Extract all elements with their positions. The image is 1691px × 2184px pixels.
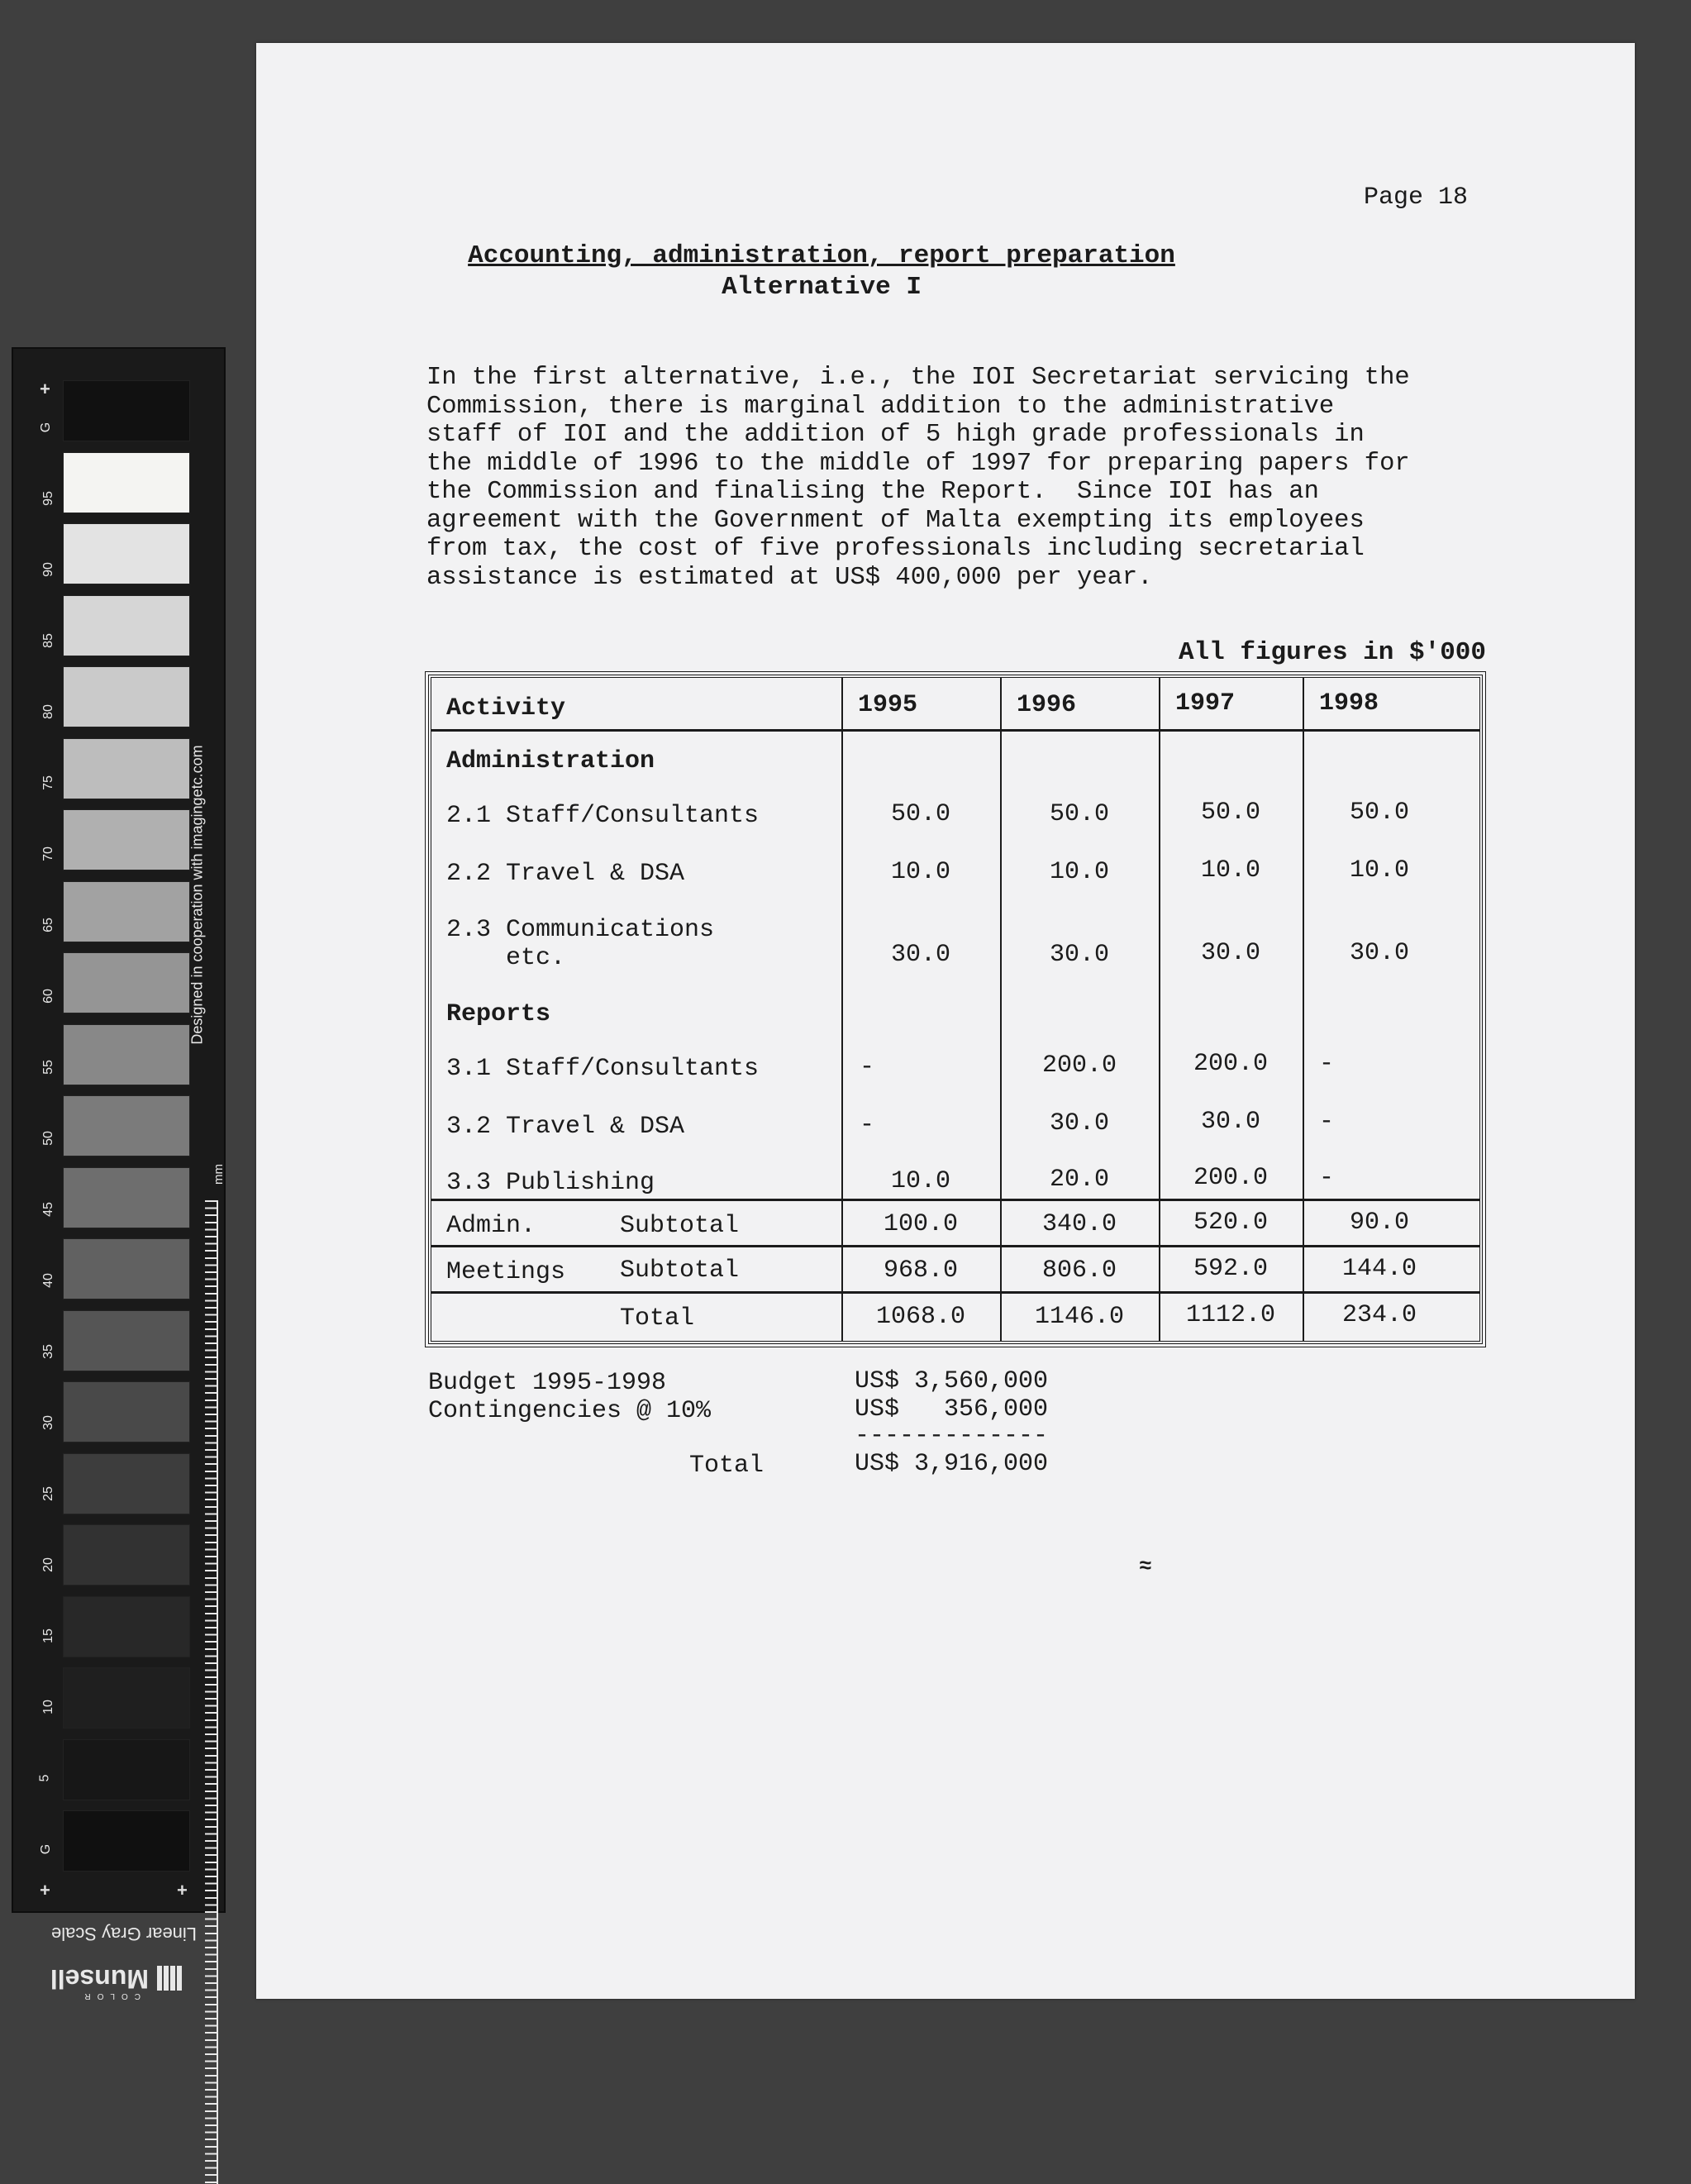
mm-ruler-line xyxy=(217,1200,218,2184)
scale-number: 75 xyxy=(40,775,55,790)
table-cell: 234.0 xyxy=(1341,1301,1417,1329)
scale-number: G xyxy=(39,1843,54,1855)
table-row-label: 2.2 Travel & DSA xyxy=(446,860,685,888)
scale-number: 60 xyxy=(40,989,55,1004)
table-cell: 1068.0 xyxy=(875,1303,966,1331)
table-cell: 10.0 xyxy=(890,1167,950,1195)
table-row-label: 2.1 Staff/Consultants xyxy=(446,802,760,830)
table-cell: 30.0 xyxy=(1049,1109,1109,1137)
scale-number: 45 xyxy=(40,1202,55,1217)
scale-number: 80 xyxy=(40,704,55,719)
gray-swatch xyxy=(63,595,190,656)
gray-swatch xyxy=(63,952,190,1013)
budget-total-label: Total xyxy=(689,1452,765,1480)
row-divider xyxy=(431,1199,1479,1201)
admin-subtotal-label: Admin. xyxy=(446,1212,536,1240)
table-cell: 592.0 xyxy=(1193,1255,1268,1283)
header-year: 1996 xyxy=(1017,691,1077,719)
munsell-color: COLOR xyxy=(78,1991,141,2000)
gray-swatch xyxy=(63,881,190,942)
scale-number: 90 xyxy=(40,562,55,577)
table-cell: 50.0 xyxy=(890,800,950,828)
admin-subtotal-sub: Subtotal xyxy=(620,1212,740,1240)
table-row-label: 3.2 Travel & DSA xyxy=(446,1113,685,1141)
scale-number: 50 xyxy=(40,1131,55,1146)
munsell-brand: Munsell xyxy=(50,1964,149,1994)
table-cell: 100.0 xyxy=(883,1210,958,1238)
plus-mark: + xyxy=(40,1880,50,1900)
handwritten-mark: ≈ xyxy=(1139,1554,1152,1579)
row-divider xyxy=(431,1245,1479,1247)
table-cell: 30.0 xyxy=(890,941,950,969)
row-divider xyxy=(431,729,1479,732)
column-divider xyxy=(1000,678,1002,1341)
gray-swatch xyxy=(63,738,190,799)
gray-swatch xyxy=(63,1095,190,1156)
budget-table xyxy=(428,675,1483,1344)
scale-number: 70 xyxy=(40,846,55,861)
figures-note: All figures in $'000 xyxy=(1178,638,1486,667)
gray-swatch xyxy=(63,380,190,441)
gray-swatch xyxy=(63,1024,190,1085)
scale-number: 5 xyxy=(37,1774,52,1782)
header-year: 1998 xyxy=(1319,689,1379,718)
scale-number: 35 xyxy=(40,1344,55,1359)
scale-number: 65 xyxy=(40,918,55,932)
budget-total-value: US$ 3,916,000 xyxy=(855,1450,1049,1478)
table-cell: 520.0 xyxy=(1193,1209,1268,1237)
scale-number: 40 xyxy=(40,1273,55,1288)
table-cell: 90.0 xyxy=(1349,1209,1409,1237)
table-cell: 10.0 xyxy=(1349,856,1409,885)
table-cell: 20.0 xyxy=(1049,1166,1109,1194)
munsell-logo xyxy=(41,1951,207,2000)
table-cell: 30.0 xyxy=(1349,939,1409,967)
table-cell: - xyxy=(860,1053,875,1081)
credit-text: Designed in cooperation with imagingetc.com xyxy=(188,745,206,1045)
meetings-subtotal-label: Meetings xyxy=(446,1258,566,1286)
gray-swatch xyxy=(63,1453,190,1514)
section-title: Accounting, administration, report preparation xyxy=(468,241,1175,270)
section-reports: Reports xyxy=(446,1000,551,1028)
table-cell: 1146.0 xyxy=(1034,1303,1125,1331)
header-year: 1997 xyxy=(1175,689,1236,718)
table-cell: 10.0 xyxy=(1049,858,1109,886)
scale-name: Linear Gray Scale xyxy=(50,1924,198,1944)
budget-label: Budget 1995-1998 xyxy=(428,1369,667,1397)
intro-paragraph: In the first alternative, i.e., the IOI Secretariat servicing the Commission, there is marginal addition to the administrative staff of IOI and the addition of 5 high grade professionals in the middle of 1996 to the middle of 1997 for preparing papers for the Commission and finalising the Report. Since IOI has an agreement with the Government of Malta exempting its employees from tax, the cost of five professionals including secretarial assistance is estimated at US$ 400,000 per year. xyxy=(426,364,1410,592)
budget-value: US$ 3,560,000 xyxy=(855,1367,1049,1395)
table-cell: 10.0 xyxy=(890,858,950,886)
gray-swatch xyxy=(63,1667,190,1729)
table-cell: 806.0 xyxy=(1041,1257,1117,1285)
table-row-label: 3.1 Staff/Consultants xyxy=(446,1055,760,1083)
table-cell: 144.0 xyxy=(1341,1255,1417,1283)
table-cell: 200.0 xyxy=(1193,1050,1268,1078)
column-divider xyxy=(1303,678,1304,1341)
contingency-value: US$ 356,000 xyxy=(855,1395,1049,1423)
mm-label: mm xyxy=(212,1164,226,1185)
munsell-grid-icon xyxy=(157,1966,182,1991)
table-cell: - xyxy=(1319,1108,1335,1136)
gray-swatch xyxy=(63,1167,190,1228)
gray-swatch xyxy=(63,523,190,584)
gray-scale-strip xyxy=(12,347,226,1913)
table-cell: - xyxy=(1319,1050,1335,1078)
scale-number: 20 xyxy=(40,1557,55,1572)
scale-number: 10 xyxy=(40,1700,55,1714)
table-cell: 50.0 xyxy=(1200,799,1260,827)
gray-swatch xyxy=(63,1381,190,1442)
meetings-subtotal-sub: Subtotal xyxy=(620,1257,740,1285)
table-cell: 340.0 xyxy=(1041,1210,1117,1238)
header-year: 1995 xyxy=(858,691,918,719)
budget-separator: ------------- xyxy=(855,1422,1049,1450)
total-label: Total xyxy=(620,1304,695,1333)
gray-swatch xyxy=(63,1310,190,1371)
document-page xyxy=(256,43,1635,1999)
scale-number: 25 xyxy=(40,1486,55,1501)
scale-number: G xyxy=(39,422,54,433)
table-cell: 50.0 xyxy=(1349,799,1409,827)
table-cell: 10.0 xyxy=(1200,856,1260,885)
gray-swatch xyxy=(63,666,190,727)
page-number: Page 18 xyxy=(1364,184,1469,212)
table-cell: 200.0 xyxy=(1193,1164,1268,1192)
gray-swatch xyxy=(63,1810,190,1872)
header-activity: Activity xyxy=(446,694,566,722)
gray-swatch xyxy=(63,809,190,870)
section-administration: Administration xyxy=(446,747,655,775)
section-subtitle: Alternative I xyxy=(722,273,922,302)
gray-swatch xyxy=(63,1596,190,1657)
table-cell: 968.0 xyxy=(883,1257,958,1285)
gray-swatch xyxy=(63,1739,190,1800)
column-divider xyxy=(1159,678,1160,1341)
table-cell: - xyxy=(860,1111,875,1139)
gray-swatch xyxy=(63,1524,190,1586)
table-cell: 30.0 xyxy=(1049,941,1109,969)
scale-number: 85 xyxy=(40,633,55,648)
gray-swatch xyxy=(63,452,190,513)
row-divider xyxy=(431,1291,1479,1294)
scale-number: 55 xyxy=(40,1060,55,1075)
table-cell: - xyxy=(1319,1164,1335,1192)
table-cell: 200.0 xyxy=(1041,1051,1117,1080)
scale-number: 30 xyxy=(40,1415,55,1430)
table-cell: 30.0 xyxy=(1200,1108,1260,1136)
table-cell: 30.0 xyxy=(1200,939,1260,967)
table-row-label: 3.3 Publishing xyxy=(446,1169,655,1197)
plus-mark: + xyxy=(40,379,50,399)
gray-swatch xyxy=(63,1238,190,1299)
plus-mark: + xyxy=(177,1880,188,1900)
scale-number: 95 xyxy=(40,491,55,506)
contingency-label: Contingencies @ 10% xyxy=(428,1397,712,1425)
column-divider xyxy=(841,678,843,1341)
table-cell: 1112.0 xyxy=(1185,1301,1276,1329)
scale-number: 15 xyxy=(40,1628,55,1643)
table-cell: 50.0 xyxy=(1049,800,1109,828)
table-row-label: 2.3 Communications etc. xyxy=(446,916,715,972)
